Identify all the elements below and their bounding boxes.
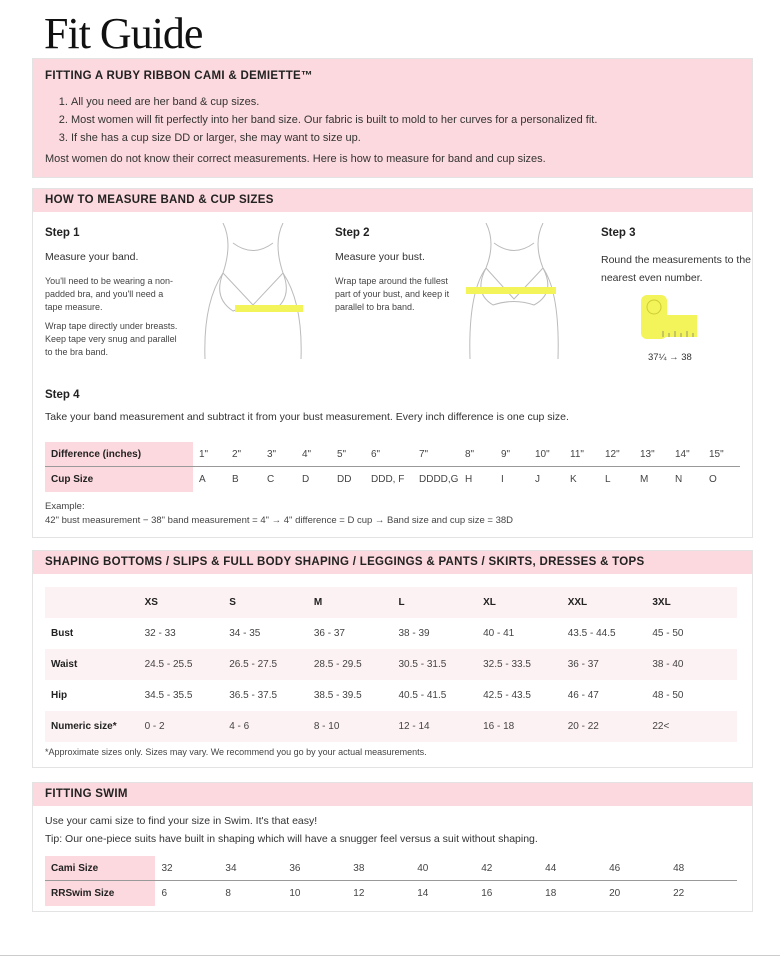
size-note: *Approximate sizes only. Sizes may vary. We recommend you go by your actual measurements. (45, 747, 427, 757)
cell: 16 (481, 888, 493, 899)
cell: 7" (419, 448, 429, 460)
section-heading: HOW TO MEASURE BAND & CUP SIZES (33, 189, 752, 212)
cell: L (605, 474, 611, 485)
step-main: Measure your bust. (335, 251, 425, 263)
cell: 40 (417, 862, 429, 874)
cell: 38 - 40 (652, 659, 684, 670)
cell: 12" (605, 448, 620, 460)
cell: 30.5 - 31.5 (398, 659, 447, 670)
cell: 28.5 - 29.5 (313, 659, 362, 670)
cell: 9" (501, 448, 511, 460)
cell: 36.5 - 37.5 (229, 690, 278, 701)
cami-row (45, 856, 737, 881)
cell: 46 (609, 862, 621, 874)
bra-bust-illustration (458, 223, 568, 359)
swim-section (32, 782, 753, 912)
page-title: Fit Guide (44, 9, 203, 58)
measure-section (32, 188, 753, 538)
row-label: Hip (51, 690, 68, 701)
cell: 38 (353, 862, 365, 874)
swim-tip: Tip: Our one-piece suits have built in shaping which will have a snugger feel versus a suit without shaping. (45, 833, 538, 845)
swim-table (45, 856, 737, 906)
cell: 36 - 37 (313, 628, 345, 639)
cell: 8 (225, 888, 231, 899)
cell: A (199, 474, 206, 485)
row-label: Difference (inches) (45, 442, 193, 466)
tape-band (235, 305, 303, 312)
cell: N (675, 474, 683, 485)
table-row (45, 711, 737, 742)
cell: 45 - 50 (652, 628, 684, 639)
step-main: Take your band measurement and subtract it from your bust measurement. Every inch difference is one cup size. (45, 411, 569, 423)
cell: K (570, 474, 577, 485)
column-header: L (398, 597, 405, 608)
size-header-row (45, 587, 737, 618)
cell: 4 - 6 (229, 721, 250, 732)
cell: 48 (673, 862, 685, 874)
cell: 3" (267, 448, 277, 460)
cell: 36 - 37 (567, 659, 599, 670)
cup-size-table (45, 442, 740, 492)
cell: 34 - 35 (229, 628, 261, 639)
cell: 2" (232, 448, 242, 460)
step-title: Step 2 (335, 227, 370, 239)
list-item: 1. All you need are her band & cup sizes. (71, 93, 740, 111)
cell: 32.5 - 33.5 (483, 659, 531, 670)
cell: 42.5 - 43.5 (483, 690, 531, 701)
cell: 40 - 41 (483, 628, 515, 639)
cell: 4" (302, 448, 312, 460)
cell: 32 (161, 862, 173, 874)
row-label: Cup Size (45, 467, 193, 492)
cell: I (501, 474, 504, 485)
swim-row (45, 881, 737, 906)
cell: 10 (289, 888, 301, 899)
cell: O (709, 474, 717, 485)
cell: 5" (337, 448, 347, 460)
row-label: RRSwim Size (45, 881, 155, 906)
cell: 12 - 14 (398, 721, 430, 732)
cell: 20 (609, 888, 621, 899)
step-title: Step 1 (45, 227, 80, 239)
cell: 38.5 - 39.5 (313, 690, 362, 701)
row-label: Waist (51, 659, 78, 670)
cell: 8" (465, 448, 475, 460)
section-heading: FITTING A RUBY RIBBON CAMI & DEMIETTE™ (45, 59, 740, 93)
cell: 22< (652, 721, 670, 732)
cell: 6 (161, 888, 167, 899)
cell: DDDD,G (419, 474, 459, 485)
cell: 26.5 - 27.5 (229, 659, 278, 670)
tape-measure-icon (637, 293, 701, 341)
step-main: Measure your band. (45, 251, 139, 263)
shaping-section (32, 550, 753, 768)
cell: DDD, F (371, 474, 405, 485)
cell: 20 - 22 (567, 721, 599, 732)
cell: J (535, 474, 540, 485)
cup-example (45, 500, 513, 528)
fitting-note: Most women do not know their correct measurements. Here is how to measure for band and cup sizes. (45, 153, 546, 165)
cell: H (465, 474, 473, 485)
cell: 10" (535, 448, 550, 460)
table-row (45, 649, 737, 680)
step-2 (335, 227, 465, 314)
cell: B (232, 474, 239, 485)
cell: 42 (481, 862, 493, 874)
bra-band-illustration (193, 223, 313, 359)
column-header: XS (144, 597, 158, 608)
tape-band (466, 287, 556, 294)
section-heading: FITTING SWIM (33, 783, 752, 806)
step-text: Wrap tape around the fullest part of your bust, and keep it parallel to bra band. (335, 276, 450, 312)
cell: C (267, 474, 275, 485)
example-text: 42" bust measurement − 38" band measurement = 4" → 4" difference = D cup → Band size and cup size = 38D (45, 515, 513, 526)
table-row (45, 618, 737, 649)
section-heading: SHAPING BOTTOMS / SLIPS & FULL BODY SHAPING / LEGGINGS & PANTS / SKIRTS, DRESSES & TOPS (33, 551, 752, 574)
column-header: XXL (567, 597, 588, 608)
cell: 44 (545, 862, 557, 874)
cell: 14" (675, 448, 690, 460)
column-header: S (229, 597, 236, 608)
cell: 11" (570, 448, 584, 460)
cell: 24.5 - 25.5 (144, 659, 193, 670)
fitting-section (32, 58, 753, 178)
cell: 8 - 10 (313, 721, 340, 732)
cell: 0 - 2 (144, 721, 165, 732)
cell: 16 - 18 (483, 721, 515, 732)
cell: 48 - 50 (652, 690, 684, 701)
swim-text: Use your cami size to find your size in Swim. It's that easy! (45, 815, 318, 827)
cell: 18 (545, 888, 557, 899)
cell: 15" (709, 448, 724, 460)
cell: DD (337, 474, 352, 485)
cell: 36 (289, 862, 301, 874)
row-label: Bust (51, 628, 74, 639)
cell: D (302, 474, 310, 485)
row-label: Cami Size (45, 856, 155, 880)
divider (0, 955, 780, 956)
step-title: Step 3 (601, 227, 636, 239)
list-item: 2. Most women will fit perfectly into her band size. Our fabric is built to mold to her curves for a personalized fit. (71, 111, 740, 129)
row-label: Numeric size* (51, 721, 117, 732)
cell: 38 - 39 (398, 628, 430, 639)
rounding-example: 37¼ → 38 (648, 352, 692, 363)
cell: 43.5 - 44.5 (567, 628, 616, 639)
cup-row (45, 467, 740, 492)
step-3 (601, 227, 751, 287)
step-text: Wrap tape directly under breasts. Keep tape very snug and parallel to the bra band. (45, 321, 178, 357)
cell: 6" (371, 448, 381, 460)
cell: 34 (225, 862, 237, 874)
cell: 34.5 - 35.5 (144, 690, 193, 701)
cell: 12 (353, 888, 365, 899)
step-main: Round the measurements to the nearest even number. (601, 254, 752, 284)
column-header: XL (483, 597, 496, 608)
step-4 (45, 389, 745, 423)
cell: M (640, 474, 649, 485)
step-1 (45, 227, 180, 359)
cell: 1" (199, 448, 209, 460)
table-row (45, 680, 737, 711)
step-title: Step 4 (45, 389, 80, 401)
cell: 40.5 - 41.5 (398, 690, 447, 701)
column-header: M (313, 597, 323, 608)
list-item: 3. If she has a cup size DD or larger, she may want to size up. (71, 129, 740, 147)
step-text: You'll need to be wearing a non-padded bra, and you'll need a tape measure. (45, 276, 173, 312)
cell: 13" (640, 448, 655, 460)
fitting-list (71, 93, 740, 147)
cell: 32 - 33 (144, 628, 176, 639)
difference-row (45, 442, 740, 467)
cell: 46 - 47 (567, 690, 599, 701)
column-header: 3XL (652, 597, 671, 608)
cell: 22 (673, 888, 685, 899)
size-table (45, 587, 737, 742)
example-label: Example: (45, 501, 85, 512)
cell: 14 (417, 888, 429, 899)
